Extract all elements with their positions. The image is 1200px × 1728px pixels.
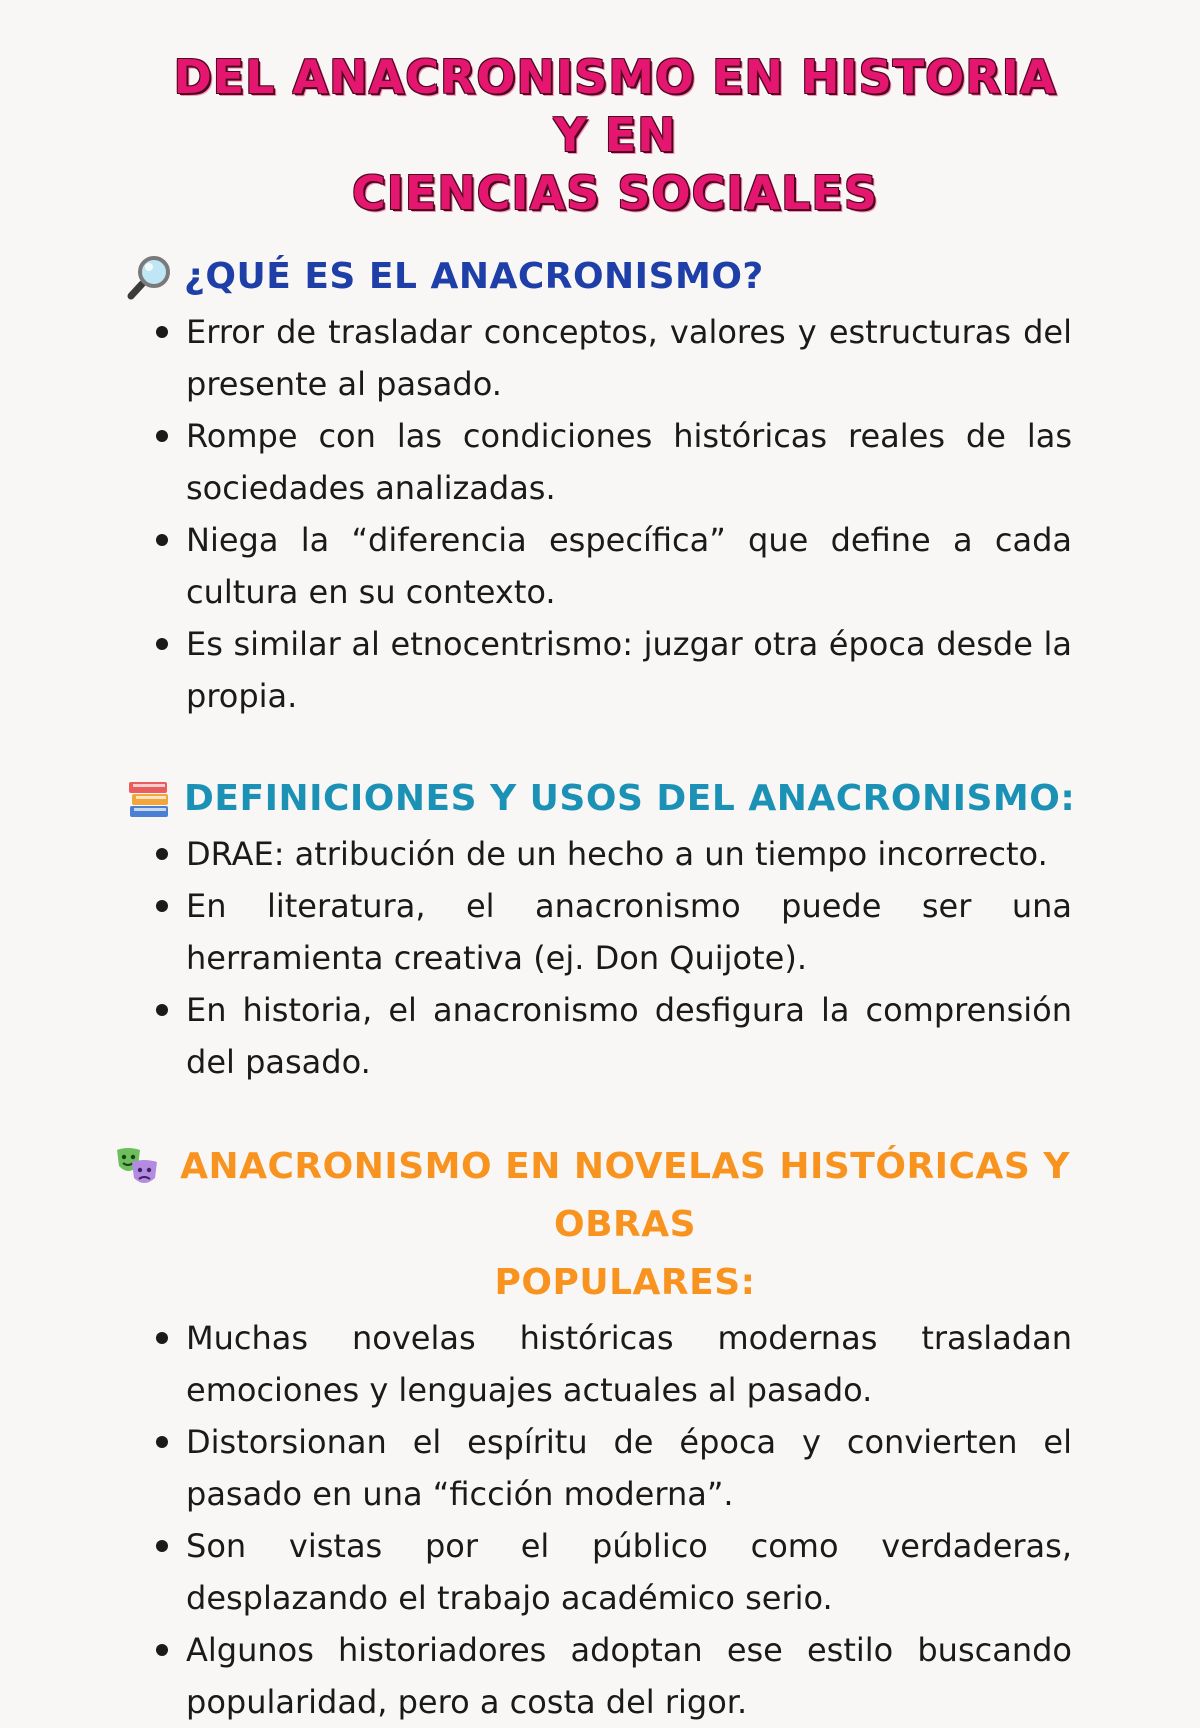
section-heading-que-es: [126, 248, 1078, 306]
list-item: DRAE: atribución de un hecho a un tiempo incorrecto.: [152, 828, 1072, 880]
section-novelas: [152, 1138, 1078, 1728]
bullet-list-definiciones: [152, 828, 1078, 1088]
list-item: En historia, el anacronismo desfigura la comprensión del pasado.: [152, 984, 1072, 1088]
bullet-list-novelas: [152, 1312, 1078, 1728]
list-item: Niega la “diferencia específica” que define a cada cultura en su contexto.: [152, 514, 1072, 618]
section-definiciones: [152, 770, 1078, 1088]
section-heading-text: ¿QUÉ ES EL ANACRONISMO?: [184, 256, 764, 297]
list-item: Es similar al etnocentrismo: juzgar otra época desde la propia.: [152, 618, 1072, 722]
list-item: Son vistas por el público como verdaderas, desplazando el trabajo académico serio.: [152, 1520, 1072, 1624]
section-que-es: [152, 248, 1078, 722]
section-heading-definiciones: [126, 770, 1078, 828]
list-item: Distorsionan el espíritu de época y convierten el pasado en una “ficción moderna”.: [152, 1416, 1072, 1520]
page-title: [152, 48, 1078, 222]
books-icon: [126, 770, 172, 828]
bullet-list-que-es: [152, 306, 1078, 722]
list-item: Muchas novelas históricas modernas trasladan emociones y lenguajes actuales al pasado.: [152, 1312, 1072, 1416]
section-heading-text: DEFINICIONES Y USOS DEL ANACRONISMO:: [184, 778, 1076, 819]
page-title-line-1: DEL ANACRONISMO EN HISTORIA Y EN: [173, 50, 1057, 162]
list-item: En literatura, el anacronismo puede ser una herramienta creativa (ej. Don Quijote).: [152, 880, 1072, 984]
section-heading-line-1: ANACRONISMO EN NOVELAS HISTÓRICAS Y OBRAS: [180, 1146, 1070, 1245]
list-item: Error de trasladar conceptos, valores y estructuras del presente al pasado.: [152, 306, 1072, 410]
section-heading-text: [172, 1138, 1078, 1312]
magnifying-glass-icon: [126, 248, 172, 306]
page-title-line-2: CIENCIAS SOCIALES: [352, 166, 878, 220]
section-heading-line-2: POPULARES:: [494, 1262, 756, 1303]
section-heading-novelas: [114, 1138, 1078, 1312]
theater-masks-icon: [114, 1138, 160, 1196]
list-item: Rompe con las condiciones históricas reales de las sociedades analizadas.: [152, 410, 1072, 514]
list-item: Algunos historiadores adoptan ese estilo buscando popularidad, pero a costa del rigor.: [152, 1624, 1072, 1728]
